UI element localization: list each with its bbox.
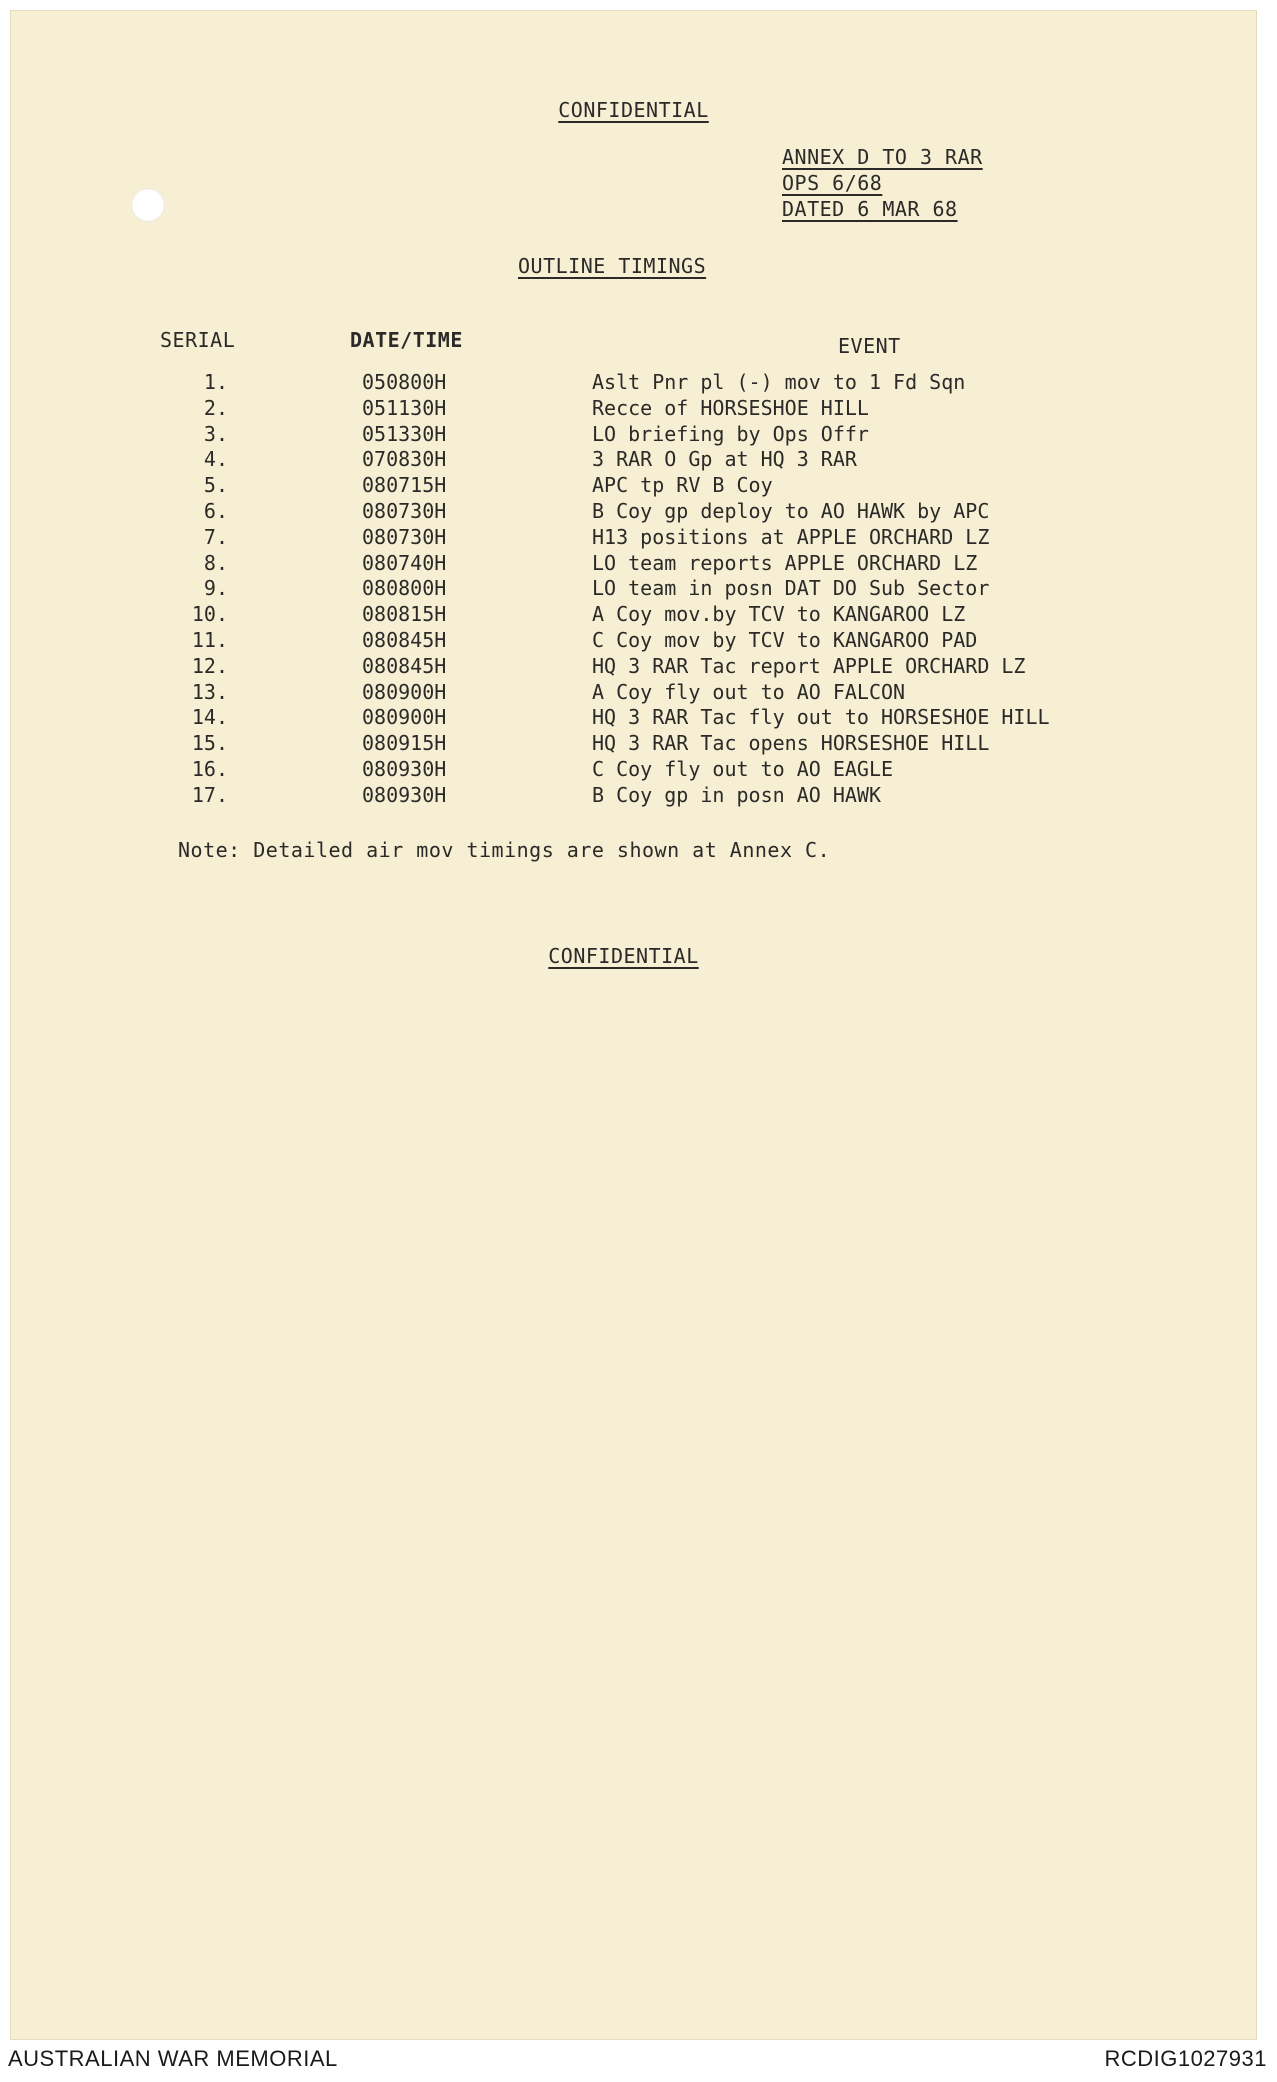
datetime-cell: 051330H	[362, 421, 447, 446]
table-row	[10, 370, 1257, 396]
datetime-cell: 080730H	[362, 499, 447, 523]
punch-hole	[131, 188, 165, 222]
table-row	[10, 447, 1257, 473]
datetime-cell: 051130H	[362, 395, 447, 420]
datetime-cell: 070830H	[362, 447, 447, 472]
table-row	[10, 551, 1257, 577]
table-row	[10, 525, 1257, 551]
datetime-cell: 050800H	[362, 370, 447, 394]
table-row	[10, 499, 1257, 525]
table-row	[10, 422, 1257, 448]
table-row	[10, 602, 1257, 628]
document-page	[10, 10, 1257, 2040]
event-cell: C Coy fly out to AO EAGLE	[592, 757, 894, 781]
note: Note: Detailed air mov timings are shown at Annex C.	[178, 838, 831, 862]
serial-cell: 10.	[191, 602, 228, 627]
serial-cell: 4.	[203, 447, 228, 472]
column-header-datetime: DATE/TIME	[350, 328, 463, 352]
event-cell: 3 RAR O Gp at HQ 3 RAR	[592, 447, 857, 472]
event-cell: LO team in posn DAT DO Sub Sector	[592, 576, 990, 601]
datetime-cell: 080715H	[362, 473, 447, 498]
datetime-cell: 080740H	[362, 550, 447, 575]
datetime-cell: 080915H	[362, 731, 447, 756]
serial-cell: 16.	[191, 757, 228, 781]
serial-cell: 12.	[191, 653, 228, 678]
event-cell: HQ 3 RAR Tac opens HORSESHOE HILL	[592, 731, 990, 756]
event-cell: A Coy mov.by TCV to KANGAROO LZ	[592, 602, 966, 627]
annex-line-2: OPS 6/68	[782, 171, 883, 195]
serial-cell: 2.	[203, 395, 228, 420]
table-row	[10, 705, 1257, 731]
table-row	[10, 396, 1257, 422]
serial-cell: 15.	[191, 731, 228, 756]
event-cell: APC tp RV B Coy	[592, 473, 773, 498]
event-cell: LO team reports APPLE ORCHARD LZ	[592, 550, 978, 575]
datetime-cell: 080900H	[362, 705, 447, 730]
annex-reference	[782, 144, 983, 222]
datetime-cell: 080845H	[362, 653, 447, 678]
table-row	[10, 731, 1257, 757]
event-cell: HQ 3 RAR Tac report APPLE ORCHARD LZ	[592, 653, 1026, 678]
table-row	[10, 654, 1257, 680]
classification-bottom: CONFIDENTIAL	[548, 944, 699, 968]
serial-cell: 11.	[191, 628, 228, 652]
datetime-cell: 080900H	[362, 679, 447, 704]
column-header-serial: SERIAL	[160, 328, 236, 352]
event-cell: C Coy mov by TCV to KANGAROO PAD	[592, 628, 978, 652]
table-row	[10, 783, 1257, 809]
annex-line-1: ANNEX D TO 3 RAR	[782, 145, 983, 169]
event-cell: B Coy gp deploy to AO HAWK by APC	[592, 499, 990, 523]
serial-cell: 1.	[203, 370, 228, 394]
event-cell: Recce of HORSESHOE HILL	[592, 395, 869, 420]
table-row	[10, 680, 1257, 706]
serial-cell: 9.	[203, 576, 228, 601]
serial-cell: 8.	[203, 550, 228, 575]
event-cell: HQ 3 RAR Tac fly out to HORSESHOE HILL	[592, 705, 1050, 730]
table-row	[10, 757, 1257, 783]
serial-cell: 6.	[203, 499, 228, 523]
serial-cell: 17.	[191, 782, 228, 807]
serial-cell: 5.	[203, 473, 228, 498]
table-row	[10, 576, 1257, 602]
datetime-cell: 080815H	[362, 602, 447, 627]
serial-cell: 13.	[191, 679, 228, 704]
event-cell: Aslt Pnr pl (-) mov to 1 Fd Sqn	[592, 370, 966, 394]
datetime-cell: 080845H	[362, 628, 447, 652]
event-cell: LO briefing by Ops Offr	[592, 421, 869, 446]
serial-cell: 3.	[203, 421, 228, 446]
classification-top: CONFIDENTIAL	[558, 98, 709, 122]
footer-archive-name: AUSTRALIAN WAR MEMORIAL	[8, 2046, 338, 2071]
table-row	[10, 628, 1257, 654]
footer-archive-id: RCDIG1027931	[1104, 2046, 1267, 2071]
document-title: OUTLINE TIMINGS	[518, 254, 707, 278]
serial-cell: 14.	[191, 705, 228, 730]
event-cell: A Coy fly out to AO FALCON	[592, 679, 906, 704]
event-cell: H13 positions at APPLE ORCHARD LZ	[592, 524, 990, 549]
annex-line-3: DATED 6 MAR 68	[782, 197, 958, 221]
event-cell: B Coy gp in posn AO HAWK	[592, 782, 881, 807]
datetime-cell: 080930H	[362, 757, 447, 781]
table-row	[10, 473, 1257, 499]
serial-cell: 7.	[203, 524, 228, 549]
column-header-event: EVENT	[838, 334, 901, 358]
datetime-cell: 080930H	[362, 782, 447, 807]
datetime-cell: 080800H	[362, 576, 447, 601]
datetime-cell: 080730H	[362, 524, 447, 549]
